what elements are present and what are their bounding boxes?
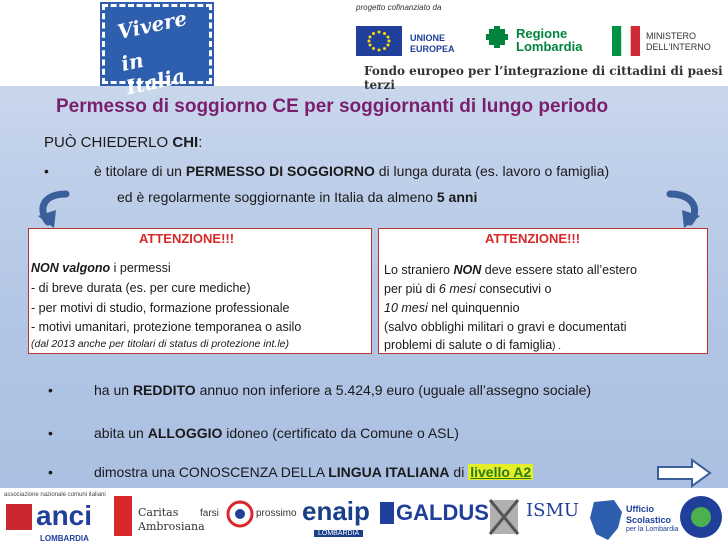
warning-title: ATTENZIONE!!! (485, 231, 581, 246)
galdus-icon (380, 502, 394, 524)
curved-arrow-left-icon (34, 188, 74, 232)
warning-line: - di breve durata (es. per cure mediche) (31, 281, 251, 295)
requirement-permit-cont: ed è regolarmente soggiornante in Italia da almeno 5 anni (117, 189, 478, 205)
vivere-in-italia-logo (102, 4, 212, 100)
anci-logo: anci (6, 500, 102, 534)
logo-line1: Vivere (115, 5, 190, 45)
ministry-label: MINISTERO DELL'INTERNO (646, 31, 711, 52)
warning-line: NON valgono i permessi (31, 261, 171, 275)
page-title: Permesso di soggiorno CE per soggiornanti di lungo periodo (56, 96, 609, 117)
warning-title: ATTENZIONE!!! (139, 231, 235, 246)
warning-line: problemi di salute o di famiglia) . (384, 338, 562, 352)
caritas-logo (114, 496, 132, 536)
right-arrow-icon (656, 458, 712, 488)
lombardia-rose-icon (484, 24, 510, 50)
farsi-prossimo-icon (226, 500, 254, 528)
warning-line: per più di 6 mesi consecutivi o (384, 282, 552, 296)
requirement-housing: abita un ALLOGGIO idoneo (certificato da Comune o ASL) (94, 425, 459, 441)
lombardy-map-icon (588, 498, 624, 542)
warning-line: Lo straniero NON deve essere stato all’estero (384, 263, 637, 277)
region-label: Regione Lombardia (516, 26, 583, 54)
requirement-income: ha un REDDITO annuo non inferiore a 5.424,9 euro (uguale all’assegno sociale) (94, 382, 592, 398)
bullet: • (44, 163, 49, 179)
warning-line: (salvo obblighi militari o gravi e documentati (384, 320, 627, 334)
curved-arrow-right-icon (662, 188, 706, 232)
eu-flag-icon (356, 26, 402, 56)
header-banner (0, 0, 728, 100)
warning-line: - per motivi di studio, formazione professionale (31, 301, 290, 315)
warning-line: 10 mesi nel quinquennio (384, 301, 520, 315)
warning-box-right (378, 228, 708, 354)
ismu-emblem-icon (486, 496, 522, 538)
warning-line: - motivi umanitari, protezione temporanea o asilo (31, 320, 302, 334)
galdus-logo: GALDUS (396, 500, 489, 525)
who-heading: PUÒ CHIEDERLO CHI: (44, 134, 203, 151)
bullet: • (48, 464, 53, 480)
fund-label: Fondo europeo per l’integrazione di cittadini di paesi terzi (364, 64, 723, 92)
ismu-logo: ISMU (526, 500, 580, 521)
bullet: • (48, 382, 53, 398)
partners-footer: associazione nazionale comuni italiani anci LOMBARDIA Caritas Ambrosiana farsi prossimo enaip LOMBARDIA GALDUS ISMU Ufficio Scolastico per la Lombardia (0, 488, 728, 546)
warning-box-left (28, 228, 372, 354)
enaip-logo: enaip (300, 496, 374, 530)
level-a2-badge: livello A2 (470, 464, 532, 480)
eu-circle-emblem-icon (678, 494, 724, 540)
cofinanced-label: progetto cofinanziato da (356, 3, 442, 12)
italian-flag-icon (612, 26, 640, 56)
requirement-permit: è titolare di un PERMESSO DI SOGGIORNO di lunga durata (es. lavoro o famiglia) (94, 163, 610, 179)
anci-caption: associazione nazionale comuni italiani (4, 492, 106, 498)
warning-note: (dal 2013 anche per titolari di status di protezione int.le) (31, 338, 289, 350)
bullet: • (48, 425, 53, 441)
requirement-language: dimostra una CONOSCENZA DELLA LINGUA ITALIANA di livello A2 (94, 464, 532, 480)
eu-label: UNIONE EUROPEA (410, 33, 455, 54)
logo-line2: in Italia (118, 47, 188, 100)
